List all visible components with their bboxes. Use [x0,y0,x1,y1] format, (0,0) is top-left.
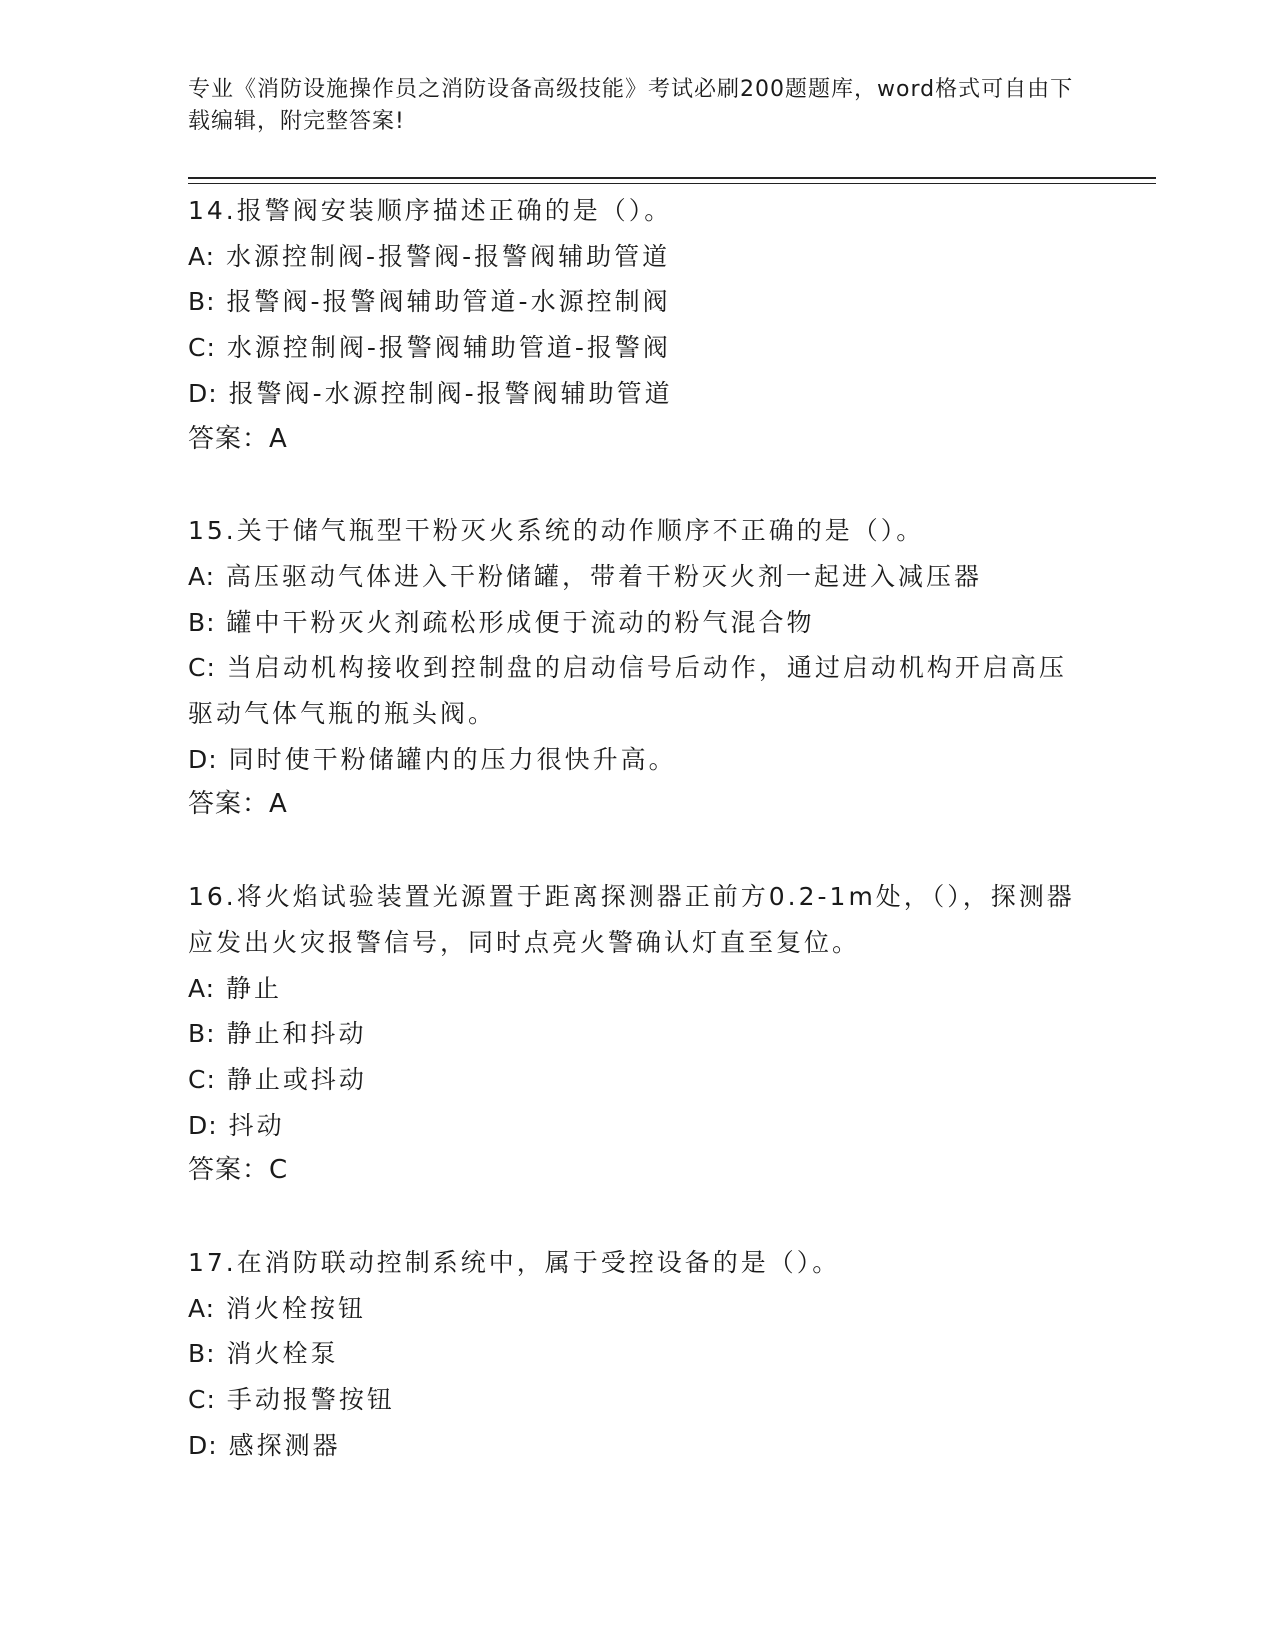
option-d: D: 抖动 [188,1110,285,1140]
answer: 答案：A [188,789,288,820]
option-d: D: 感探测器 [188,1430,341,1460]
option-c: C: 静止或抖动 [188,1064,367,1094]
option-c: C: 水源控制阀-报警阀辅助管道-报警阀 [188,333,671,363]
header-divider-thin [188,183,1156,184]
question-stem: 14.报警阀安装顺序描述正确的是（）。 [188,196,673,225]
option-c: C: 手动报警按钮 [188,1385,395,1415]
option-a: A: 水源控制阀-报警阀-报警阀辅助管道 [188,241,671,271]
option-a: A: 消火栓按钮 [188,1293,367,1323]
option-b: B: 静止和抖动 [188,1019,367,1049]
question-15 [188,508,1088,828]
question-stem: 15.关于储气瓶型干粉灭火系统的动作顺序不正确的是（）。 [188,516,925,546]
question-list [188,188,1088,1515]
document-header: 专业《消防设施操作员之消防设备高级技能》考试必刷200题题库，word格式可自由下载编辑，附完整答案! [188,77,1074,134]
option-b: B: 消火栓泵 [188,1339,339,1369]
option-b: B: 罐中干粉灭火剂疏松形成便于流动的粉气混合物 [188,607,815,637]
answer: 答案：A [188,423,288,454]
question-14 [188,188,1088,462]
question-stem: 17.在消防联动控制系统中，属于受控设备的是（）。 [188,1248,841,1278]
option-d: D: 同时使干粉储罐内的压力很快升高。 [188,744,677,774]
question-17 [188,1240,1088,1469]
question-stem: 16.将火焰试验装置光源置于距离探测器正前方0.2-1m处，（），探测器应发出火灾报警信号，同时点亮火警确认灯直至复位。 [188,882,1075,957]
option-a: A: 高压驱动气体进入干粉储罐，带着干粉灭火剂一起进入减压器 [188,561,983,591]
option-a: A: 静止 [188,973,283,1003]
answer: 答案：C [188,1155,289,1186]
header-divider-thick [188,177,1156,179]
option-b: B: 报警阀-报警阀辅助管道-水源控制阀 [188,287,671,317]
option-d: D: 报警阀-水源控制阀-报警阀辅助管道 [188,378,673,408]
question-16 [188,874,1088,1194]
option-c: C: 当启动机构接收到控制盘的启动信号后动作，通过启动机构开启高压驱动气体气瓶的瓶头阀。 [188,653,1067,729]
